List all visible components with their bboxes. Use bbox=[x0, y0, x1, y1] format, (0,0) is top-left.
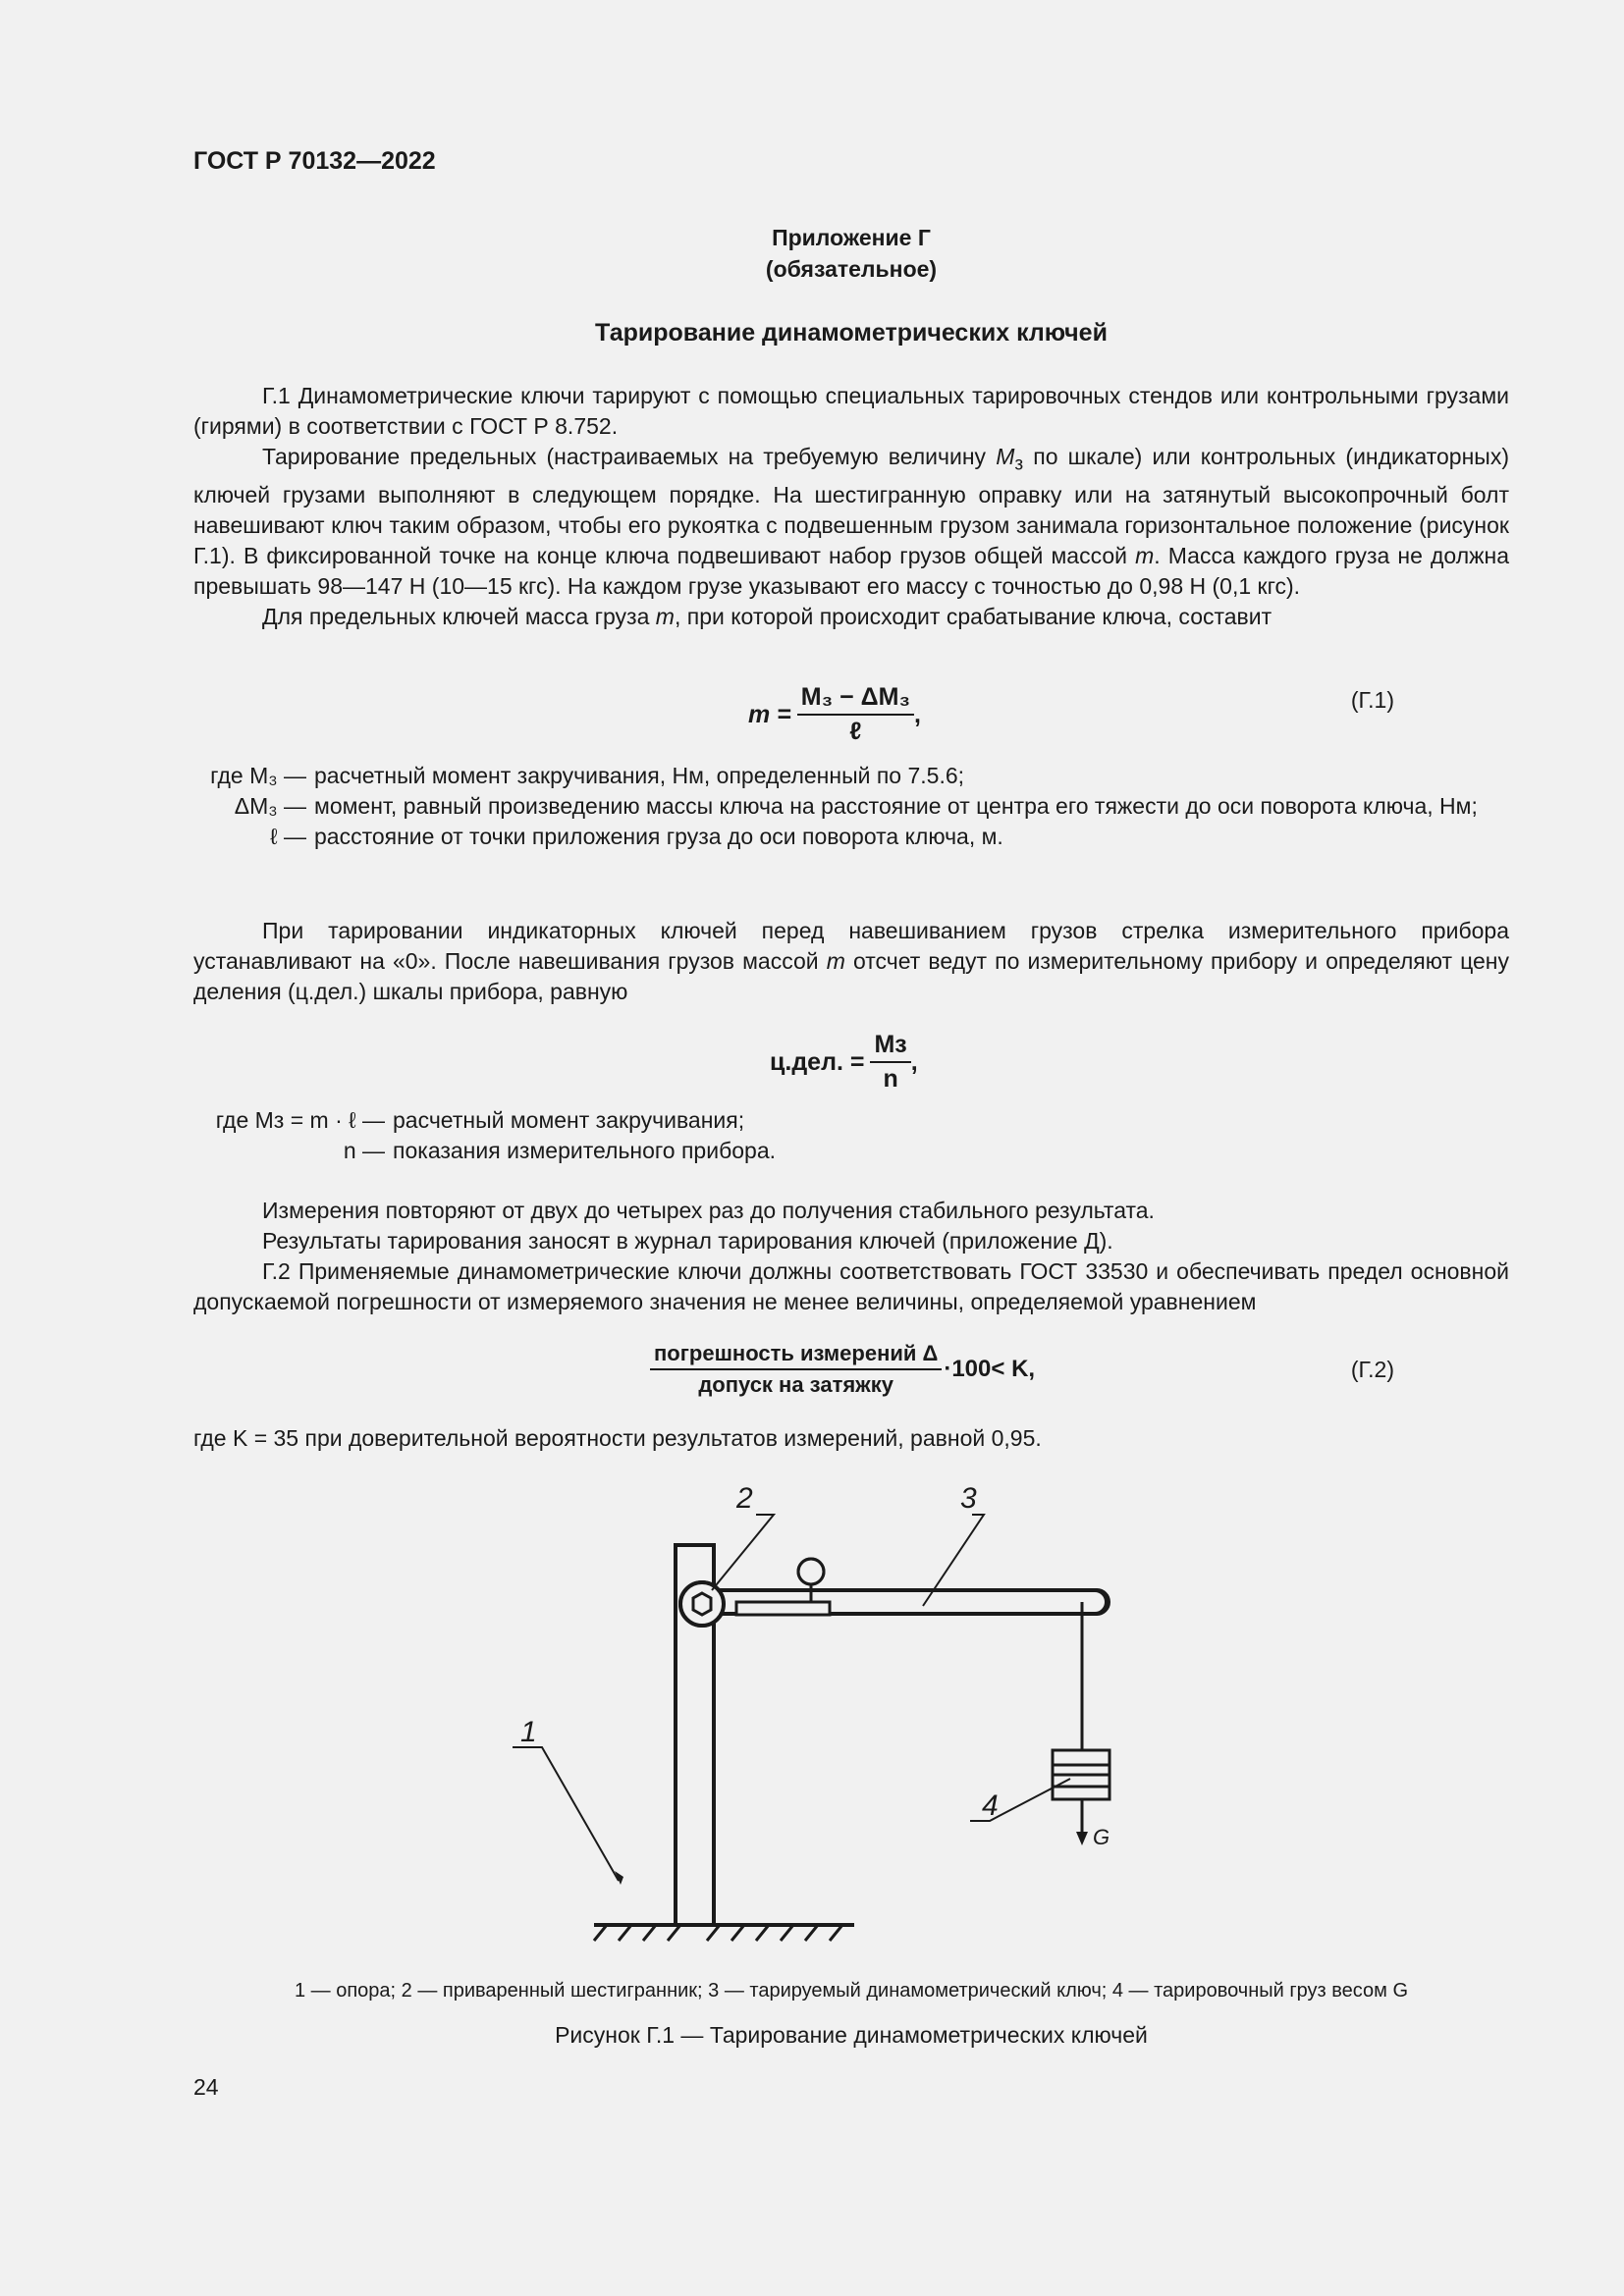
paragraph: Г.1 Динамометрические ключи тарируют с помощью специальных тарировочных стендов или контрольными грузами (гирями) в соответствии с ГОСТ Р 8.752. bbox=[193, 383, 1509, 439]
figure-legend: 1 — опора; 2 — приваренный шестигранник; 3 — тарируемый динамометрический ключ; 4 — тарировочный груз весом G bbox=[294, 1980, 1409, 2002]
formula-denominator: ℓ bbox=[849, 718, 862, 745]
section-g2-note bbox=[193, 1423, 1509, 1454]
paragraph: Результаты тарирования заносят в журнал тарирования ключей (приложение Д). bbox=[262, 1228, 1113, 1254]
page-number: 24 bbox=[193, 2074, 219, 2100]
appendix-title: Приложение Г bbox=[772, 225, 931, 250]
appendix-heading: Тарирование динамометрических ключей bbox=[595, 319, 1108, 347]
equation-number: (Г.1) bbox=[1350, 687, 1394, 713]
formula-numerator: M₃ − ΔM₃ bbox=[797, 683, 914, 716]
figure-label-4: 4 bbox=[982, 1789, 999, 1822]
equation-number: (Г.2) bbox=[1350, 1357, 1394, 1382]
leader-1 bbox=[513, 1747, 619, 1881]
document-code: ГОСТ Р 70132—2022 bbox=[193, 147, 436, 175]
paragraph: где K = 35 при доверительной вероятности результатов измерений, равной 0,95. bbox=[193, 1425, 1042, 1451]
paragraph: Измерения повторяют от двух до четырех раз до получения стабильного результата. bbox=[262, 1198, 1155, 1223]
definition-row: ΔM₃ — момент, равный произведению массы ключа на расстояние от центра его тяжести до оси поворота ключа, Нм; bbox=[234, 793, 1478, 819]
paragraph: Г.2 Применяемые динамометрические ключи должны соответствовать ГОСТ 33530 и обеспечивать предел основной допускаемой погрешности от измеряемого значения не менее величины, определяемой уравнением bbox=[193, 1258, 1509, 1314]
paragraph: Тарирование предельных (настраиваемых на требуемую величину $М_з$ по шкале) или контрольных (индикаторных) ключей грузами выполняют в следующем порядке. На шестигранную оправку или на затянутый высокопрочный болт навешивают ключ таким образом, чтобы его рукоятка с подвешенным грузом занимала горизонтальное положение (рисунок Г.1). В фиксированной точке на конце ключа подвешивают набор грузов общей массой m. Масса каждого груза не должна превышать 98—147 Н (10—15 кгс). На каждом грузе указывают его массу с точностью до 0,98 Н (0,1 кгс). bbox=[193, 444, 1509, 599]
section-g1 bbox=[193, 381, 1509, 632]
force-label: G bbox=[1093, 1825, 1110, 1849]
figure-title: Рисунок Г.1 — Тарирование динамометрических ключей bbox=[555, 2022, 1148, 2048]
definition-row: где M₃ — расчетный момент закручивания, Нм, определенный по 7.5.6; bbox=[210, 763, 965, 788]
formula-g2: $\frac{\text{погрешность измерений Δ}}{\text{допуск на затяжку}}$ ·100< K, (Г.2) bbox=[193, 1337, 1509, 1406]
figure-label-3: 3 bbox=[960, 1482, 977, 1515]
formula-g1: m = $\frac{\text{M₃ − ΔM₃}}{\text{ℓ}}$ , (Г.1) bbox=[748, 683, 1394, 745]
paragraph: Для предельных ключей масса груза m, при которой происходит срабатывание ключа, составит bbox=[262, 603, 1272, 629]
definitions-list bbox=[193, 761, 1509, 852]
figure-label-1: 1 bbox=[520, 1716, 537, 1748]
figure-label-2: 2 bbox=[736, 1482, 753, 1515]
definition-row: где Mз = m · ℓ — расчетный момент закручивания; bbox=[215, 1107, 745, 1133]
figure-weight-part bbox=[520, 1463, 1139, 1973]
section-g2 bbox=[193, 1196, 1509, 1317]
section-indicator bbox=[193, 916, 1509, 1007]
definitions-list-2 bbox=[193, 1105, 1509, 1166]
definition-row: ℓ — расстояние от точки приложения груза до оси поворота ключа, м. bbox=[270, 824, 1003, 849]
formula-division: ц.дел. = $\frac{Mз}{n}$ , bbox=[770, 1031, 918, 1093]
appendix-status: (обязательное) bbox=[765, 256, 938, 282]
paragraph: При тарировании индикаторных ключей перед навешиванием грузов стрелка измерительного прибора устанавливают на «0». После навешивания грузов массой m отсчет ведут по измерительному прибору и определяют цену деления (ц.дел.) шкалы прибора, равную bbox=[193, 918, 1509, 1004]
leader-2 bbox=[712, 1515, 774, 1590]
definition-row: n — показания измерительного прибора. bbox=[343, 1138, 777, 1163]
